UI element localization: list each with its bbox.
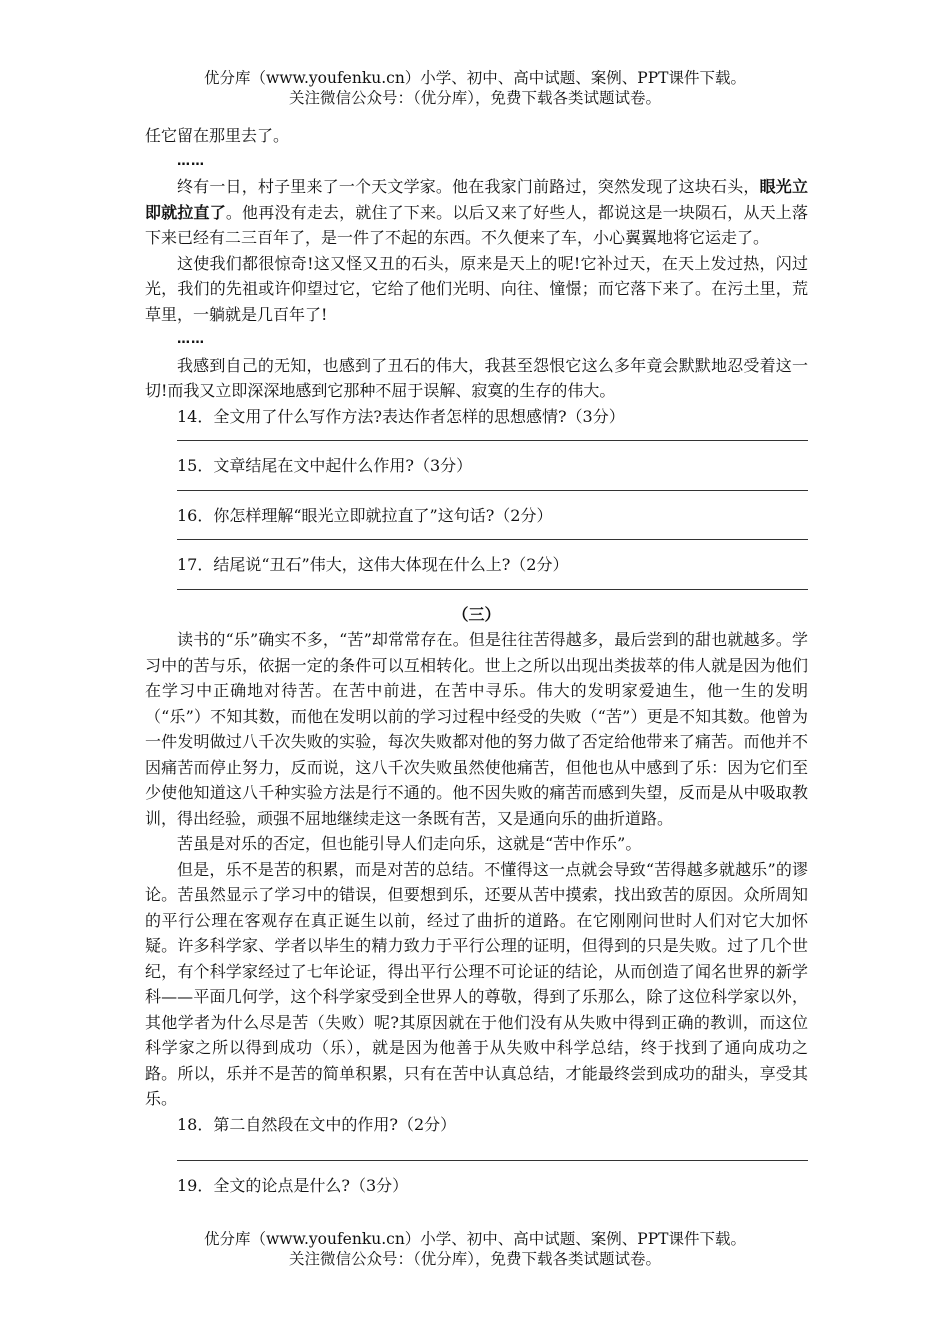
- passage-paragraph: 读书的“乐”确实不多，“苦”却常常存在。但是往往苦得越多，最后尝到的甜也就越多。学习中的苦与乐，依据一定的条件可以互相转化。世上之所以出现出类拔萃的伟人就是因为他们在学习中正确地对待苦。在苦中前进，在苦中寻乐。伟大的发明家爱迪生，他一生的发明（“乐”）不知其数，而他在发明以前的学习过程中经受的失败（“苦”）更是不知其数。他曾为一件发明做过八千次失败的实验，每次失败都对他的努力做了否定给他带来了痛苦。而他并不因痛苦而停止努力，反而说，这八千次失败虽然使他痛苦，但他也从中感到了乐：因为它们至少使他知道这八千种实验方法是行不通的。他不因失败的痛苦而感到失望，反而是从中吸取教训，得出经验，顽强不屈地继续走这一条既有苦，又是通向乐的曲折道路。: [145, 630, 808, 828]
- answer-line: [177, 489, 808, 491]
- paragraph-text: 终有一日，村子里来了一个天文学家。他在我家门前路过，突然发现了这块石头，: [177, 177, 760, 196]
- question-14: 14．全文用了什么写作方法?表达作者怎样的思想感情?（3分）: [177, 406, 625, 426]
- question-16: 16．你怎样理解“眼光立即就拉直了”这句话?（2分）: [177, 505, 553, 525]
- header-line-2: 关注微信公众号：（优分库），免费下载各类试题试卷。: [288, 89, 661, 107]
- document-body: [145, 123, 808, 1199]
- passage-paragraph: 我感到自己的无知，也感到了丑石的伟大，我甚至怨恨它这么多年竟会默默地忍受着这一切!而我又立即深深地感到它那种不屈于误解、寂寞的生存的伟大。: [145, 355, 808, 400]
- ellipsis: ……: [177, 153, 205, 169]
- header-line-1: 优分库（www.youfenku.cn）小学、初中、高中试题、案例、PPT课件下载。: [203, 69, 747, 87]
- paragraph-text: 。他再没有走去，就住了下来。以后又来了好些人，都说这是一块陨石，从天上落下来已经有二三百年了，是一件了不起的东西。不久便来了车，小心翼翼地将它运走了。: [145, 202, 808, 247]
- question-17: 17．结尾说“丑石”伟大，这伟大体现在什么上?（2分）: [177, 555, 569, 574]
- answer-line: [177, 1159, 808, 1161]
- answer-line: [177, 439, 808, 441]
- footer-line-2: 关注微信公众号：（优分库），免费下载各类试题试卷。: [288, 1250, 661, 1268]
- question-18: 18．第二自然段在文中的作用?（2分）: [177, 1114, 457, 1134]
- answer-line: [177, 538, 808, 540]
- passage-fragment: 任它留在那里去了。: [145, 126, 290, 145]
- passage-paragraph: 但是，乐不是苦的积累，而是对苦的总结。不懂得这一点就会导致“苦得越多就越乐”的谬论。苦虽然显示了学习中的错误，但要想到乐，还要从苦中摸索，找出致苦的原因。众所周知的平行公理在客观存在真正诞生以前，经过了曲折的道路。在它刚刚问世时人们对它大加怀疑。许多科学家、学者以毕生的精力致力于平行公理的证明，但得到的只是失败。过了几个世纪，有个科学家经过了七年论证，得出平行公理不可论证的结论，从而创造了闻名世界的新学科——平面几何学，这个科学家受到全世界人的尊敬，得到了乐那么，除了这位科学家以外，其他学者为什么尽是苦（失败）呢?其原因就在于他们没有从失败中得到正确的教训，而这位科学家之所以得到成功（乐），就是因为他善于从失败中科学总结，终于找到了通向成功之路。所以，乐并不是苦的简单积累，只有在苦中认真总结，才能最终尝到成功的甜头，享受其乐。: [145, 859, 808, 1108]
- answer-line: [177, 588, 808, 590]
- passage-paragraph: [145, 174, 808, 251]
- question-15: 15．文章结尾在文中起什么作用?（3分）: [177, 456, 473, 475]
- ellipsis: ……: [177, 332, 205, 347]
- page-footer: [0, 1229, 950, 1269]
- passage-paragraph: 这使我们都很惊奇!这又怪又丑的石头，原来是天上的呢!它补过天，在天上发过热，闪过光，我们的先祖或许仰望过它，它给了他们光明、向往、憧憬；而它落下来了。在污土里，荒草里，一躺就是几百年了!: [145, 253, 808, 324]
- passage-paragraph: 苦虽是对乐的否定，但也能引导人们走向乐，这就是“苦中作乐”。: [177, 834, 642, 853]
- section-title: （三）: [452, 604, 501, 624]
- page-header: [0, 68, 950, 108]
- bold-phrase: 眼光立即就拉直了: [145, 177, 808, 222]
- footer-line-1: 优分库（www.youfenku.cn）小学、初中、高中试题、案例、PPT课件下载。: [203, 1230, 747, 1248]
- question-19: 19．全文的论点是什么?（3分）: [177, 1176, 409, 1195]
